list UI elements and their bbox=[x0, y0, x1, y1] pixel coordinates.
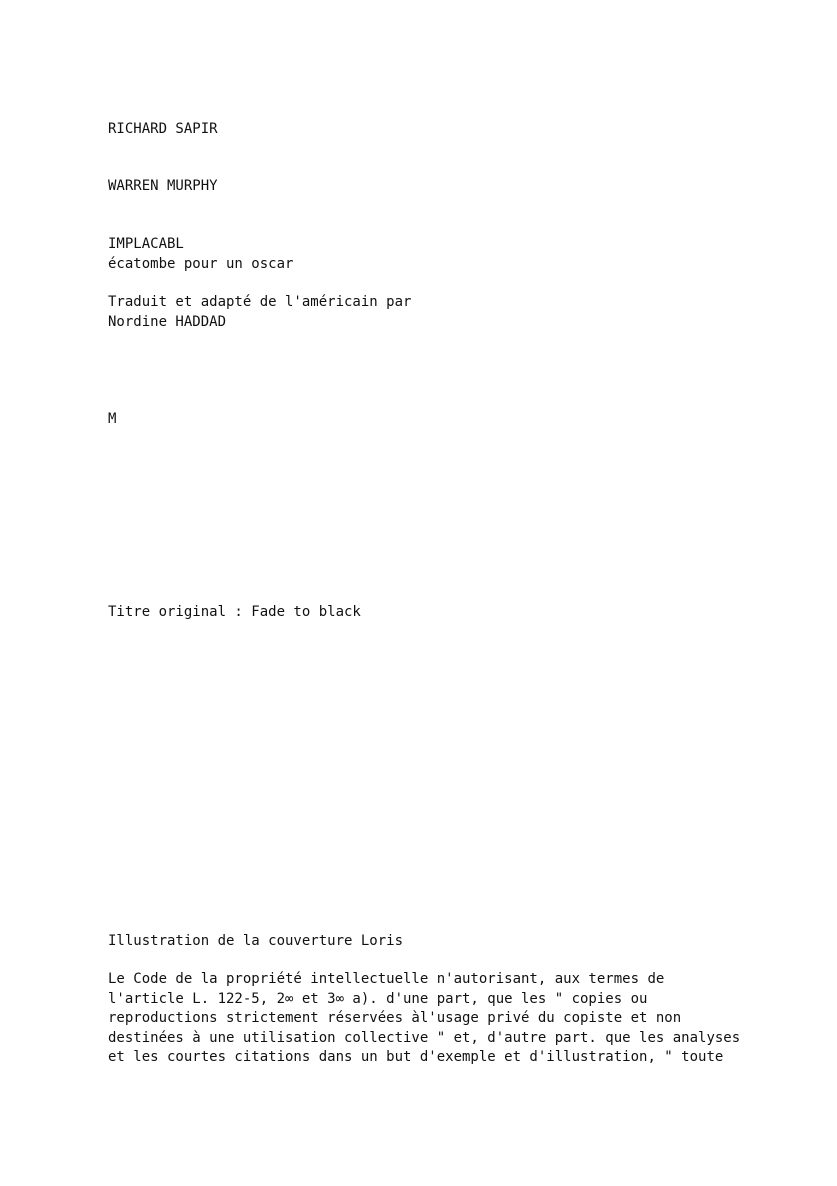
author-2: WARREN MURPHY bbox=[108, 178, 218, 194]
legal-line: Le Code de la propriété intellectuelle n'autorisant, aux termes de bbox=[108, 971, 665, 987]
translator-name: Nordine HADDAD bbox=[108, 313, 227, 330]
legal-notice bbox=[108, 970, 740, 1068]
legal-line: reproductions strictement réservées àl'usage privé du copiste et non bbox=[108, 1010, 682, 1026]
legal-line: et les courtes citations dans un but d'exemple et d'illustration, " toute bbox=[108, 1049, 724, 1065]
cover-credit: Illustration de la couverture Loris bbox=[108, 933, 404, 949]
title-block bbox=[108, 235, 293, 274]
book-title: IMPLACABL bbox=[108, 236, 184, 252]
translation-credit bbox=[108, 293, 411, 332]
publisher-mark: M bbox=[108, 411, 117, 427]
book-subtitle: écatombe pour un oscar bbox=[108, 255, 294, 272]
legal-line: destinées à une utilisation collective " et, d'autre part. que les analyses bbox=[108, 1029, 741, 1046]
author-1: RICHARD SAPIR bbox=[108, 121, 218, 137]
legal-line: l'article L. 122-5, 2∞ et 3∞ a). d'une part, que les " copies ou bbox=[108, 990, 648, 1007]
original-title: Titre original : Fade to black bbox=[108, 604, 361, 620]
translation-line-1: Traduit et adapté de l'américain par bbox=[108, 294, 412, 310]
